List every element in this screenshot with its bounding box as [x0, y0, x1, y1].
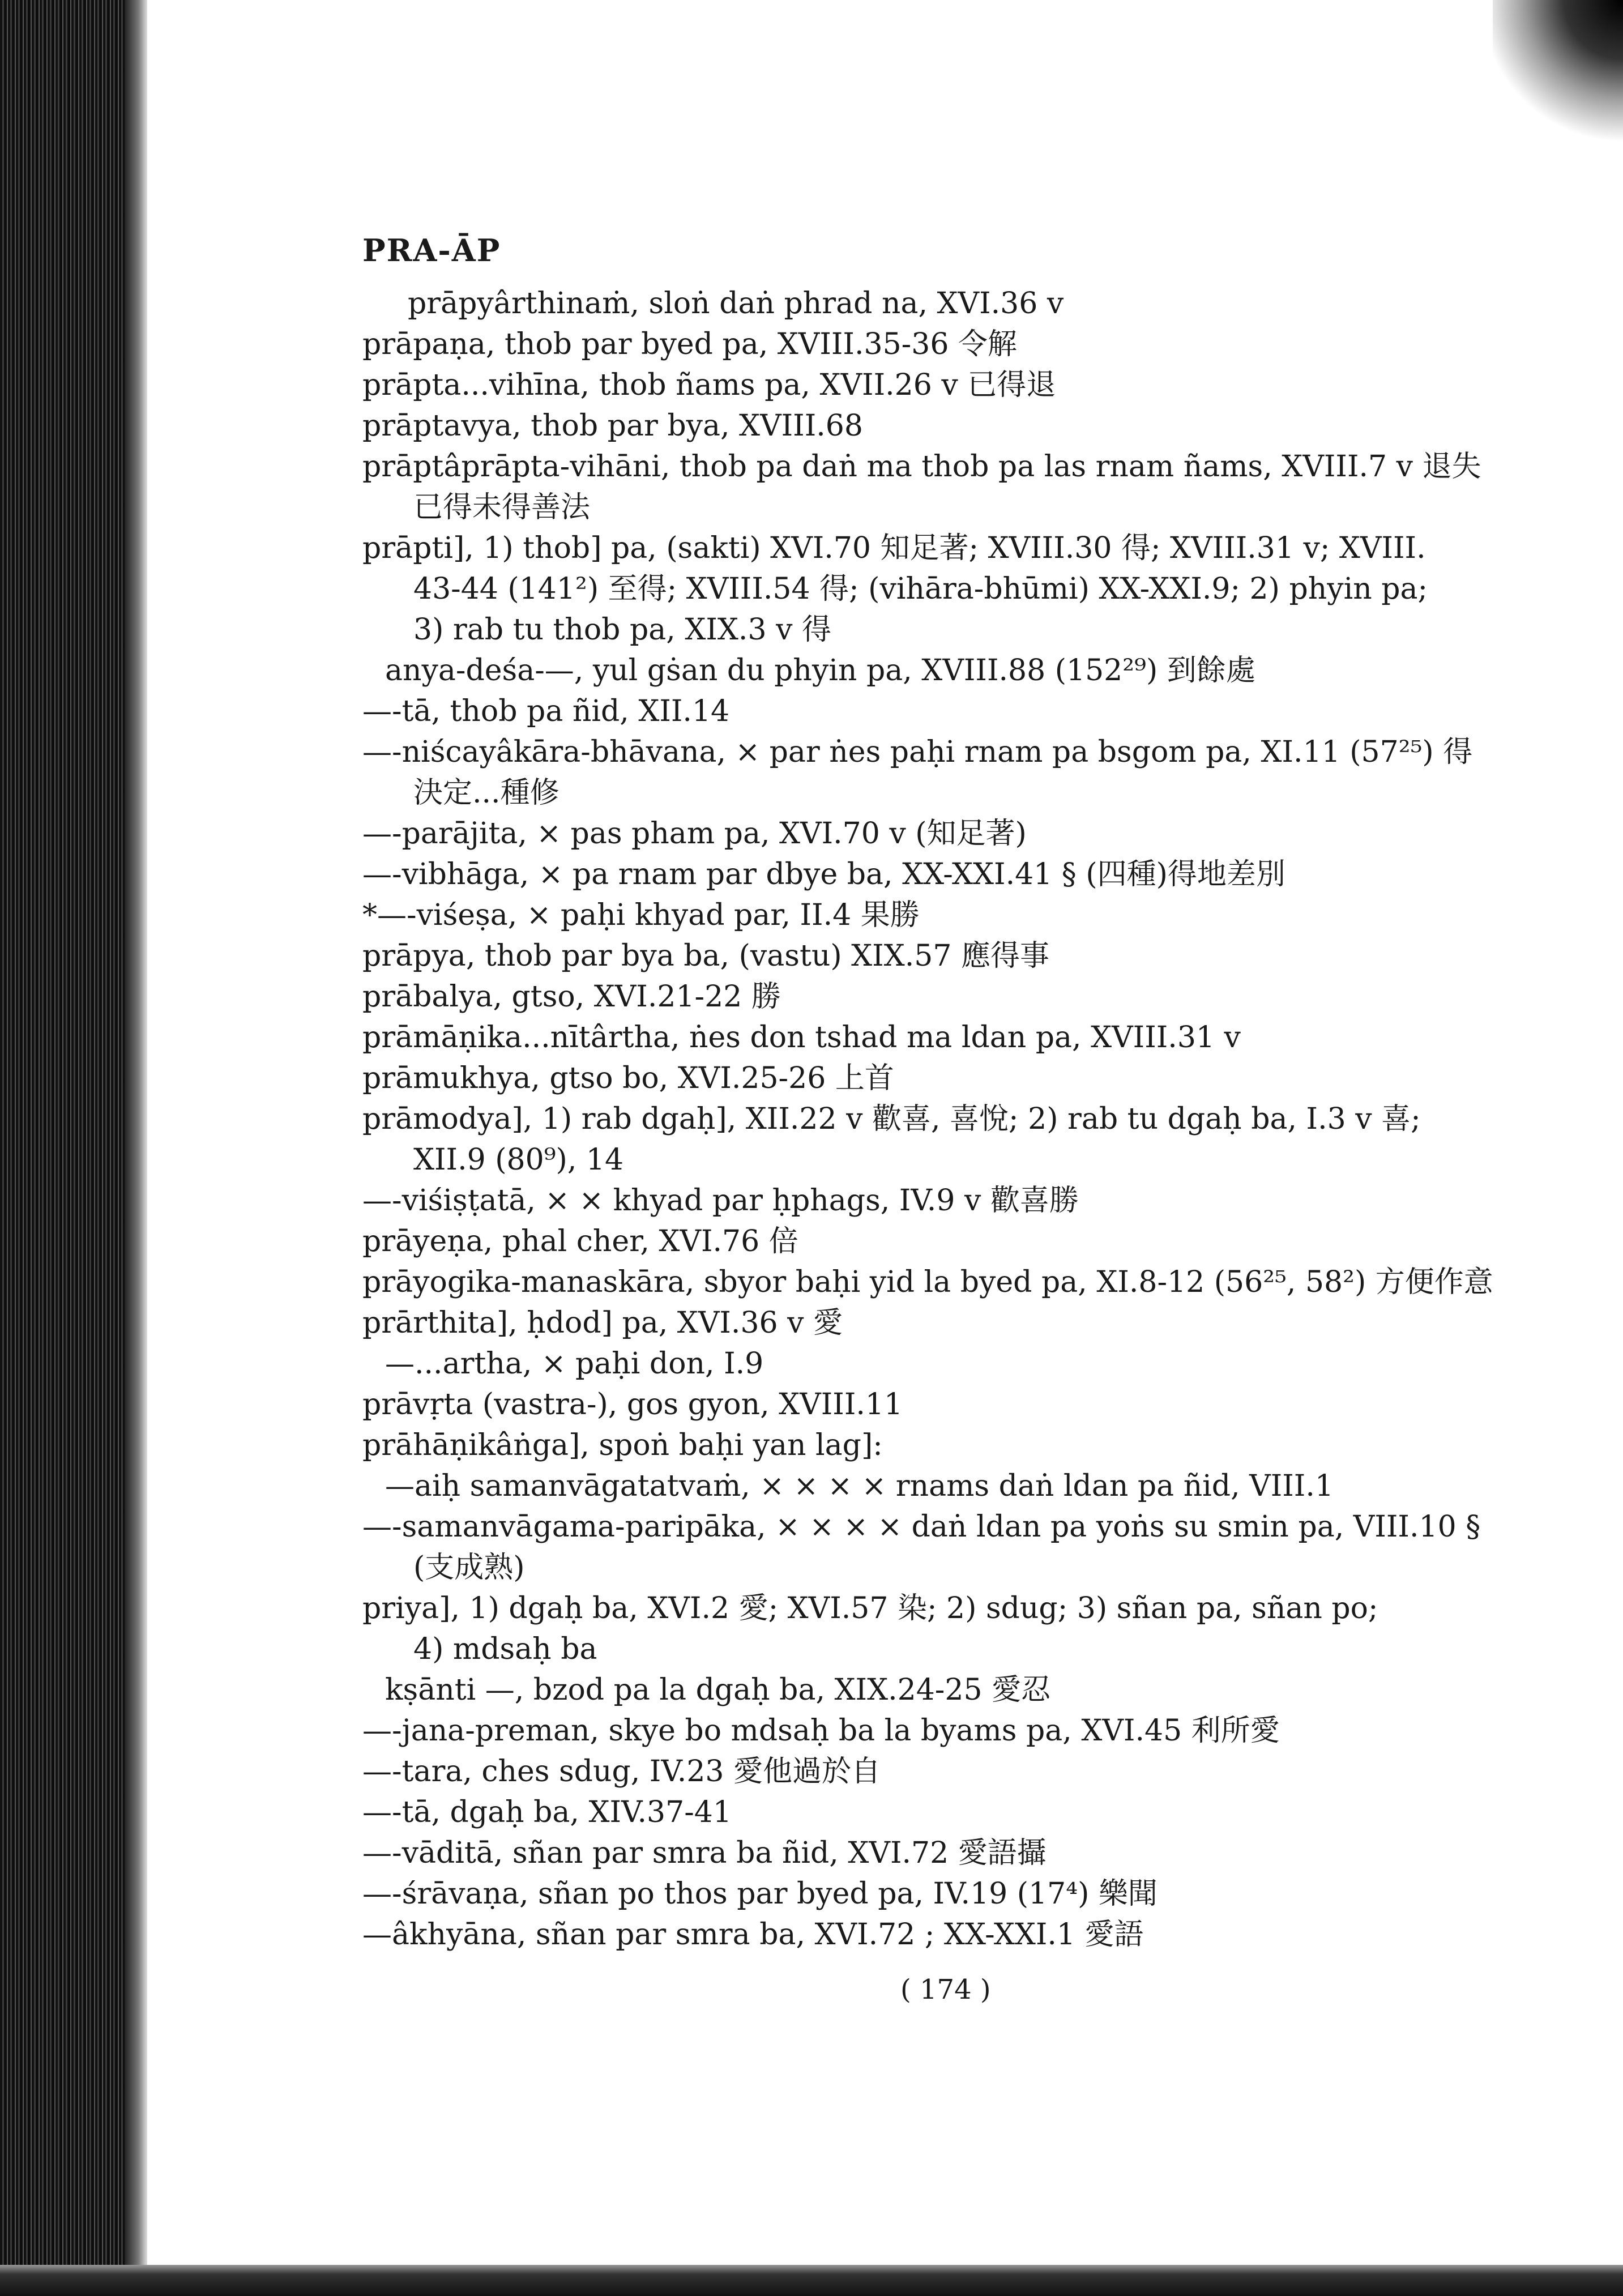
entry-line: —aiḥ samanvāgatatvaṁ, × × × × rnams daṅ ldan pa ñid, VIII.1 [385, 1469, 1334, 1503]
entry-line: 決定...種修 [413, 776, 559, 810]
entry-line: prāpaṇa, thob par byed pa, XVIII.35-36 令解 [362, 327, 1017, 361]
entry-line: prābalya, gtso, XVI.21-22 勝 [362, 980, 781, 1014]
entry-line: 4) mdsaḥ ba [413, 1632, 597, 1666]
entry-line: prāpta...vihīna, thob ñams pa, XVII.26 v 已得退 [362, 368, 1056, 402]
entry-line: kṣānti —, bzod pa la dgaḥ ba, XIX.24-25 愛忍 [385, 1673, 1051, 1707]
entry-line: prārthita], ḥdod] pa, XVI.36 v 愛 [362, 1306, 843, 1340]
entry-line: prāmāṇika...nītârtha, ṅes don tshad ma ldan pa, XVIII.31 v [362, 1021, 1241, 1055]
entry-line: —-jana-preman, skye bo mdsaḥ ba la byams pa, XVI.45 利所愛 [362, 1714, 1280, 1748]
entry-line: prāvṛta (vastra-), gos gyon, XVIII.11 [362, 1388, 903, 1422]
entry-line: prāptâprāpta-vihāni, thob pa daṅ ma thob pa las rnam ñams, XVIII.7 v 退失 [362, 450, 1481, 484]
entry-line: prāpya, thob par bya ba, (vastu) XIX.57 應得事 [362, 939, 1049, 973]
entry-line: (支成熟) [413, 1551, 525, 1585]
entry-line: prāmukhya, gtso bo, XVI.25-26 上首 [362, 1061, 894, 1095]
scan-bottom-edge [0, 2265, 1623, 2296]
page-number: ( 174 ) [900, 1974, 991, 2005]
entry-line: anya-deśa-—, yul gṡan du phyin pa, XVIII.88 (152²⁹) 到餘處 [385, 654, 1255, 688]
entry-line: —-vibhāga, × pa rnam par dbye ba, XX-XXI.41 § (四種)得地差別 [362, 857, 1285, 891]
entry-line: —-śrāvaṇa, sñan po thos par byed pa, IV.19 (17⁴) 樂聞 [362, 1877, 1158, 1911]
entry-line: —-tara, ches sdug, IV.23 愛他過於自 [362, 1755, 881, 1789]
entry-line: prāptavya, thob par bya, XVIII.68 [362, 409, 863, 443]
entry-line: prāmodya], 1) rab dgaḥ], XII.22 v 歡喜, 喜悅; 2) rab tu dgaḥ ba, I.3 v 喜; [362, 1102, 1421, 1136]
entry-line: —-samanvāgama-paripāka, × × × × daṅ ldan pa yoṅs su smin pa, VIII.10 § [362, 1510, 1481, 1544]
page-header: PRA-ĀP [362, 232, 501, 268]
entry-line: —-vāditā, sñan par smra ba ñid, XVI.72 愛語攝 [362, 1836, 1047, 1870]
entry-line: —-niścayâkāra-bhāvana, × par ṅes paḥi rnam pa bsgom pa, XI.11 (57²⁵) 得 [362, 735, 1473, 769]
entry-line: priya], 1) dgaḥ ba, XVI.2 愛; XVI.57 染; 2) sdug; 3) sñan pa, sñan po; [362, 1591, 1378, 1625]
entry-line: —...artha, × paḥi don, I.9 [385, 1347, 764, 1381]
entry-line: —-tā, dgaḥ ba, XIV.37-41 [362, 1795, 732, 1829]
entry-line: —-tā, thob pa ñid, XII.14 [362, 694, 730, 728]
entry-line: prāpyârthinaṁ, sloṅ daṅ phrad na, XVI.36 v [408, 287, 1064, 321]
entry-line: prāpti], 1) thob] pa, (sakti) XVI.70 知足著; XVIII.30 得; XVIII.31 v; XVIII. [362, 531, 1426, 565]
scan-corner-shadow [1493, 0, 1623, 147]
dictionary-entries [362, 283, 1493, 1955]
entry-line: —âkhyāna, sñan par smra ba, XVI.72 ; XX-XXI.1 愛語 [362, 1918, 1144, 1952]
entry-line: —-parājita, × pas pham pa, XVI.70 v (知足著) [362, 817, 1027, 851]
entry-line: prāyogika-manaskāra, sbyor baḥi yid la byed pa, XI.8-12 (56²⁵, 58²) 方便作意 [362, 1265, 1493, 1299]
entry-line: prāhāṇikâṅga], spoṅ baḥi yan lag]: [362, 1428, 883, 1462]
entry-line: —-viśiṣṭatā, × × khyad par ḥphags, IV.9 v 歡喜勝 [362, 1184, 1079, 1218]
entry-line: 43-44 (141²) 至得; XVIII.54 得; (vihāra-bhūmi) XX-XXI.9; 2) phyin pa; [413, 572, 1428, 606]
book-binding-edge [0, 0, 147, 2296]
entry-line: *—-viśeṣa, × paḥi khyad par, II.4 果勝 [362, 898, 920, 932]
entry-line: 已得未得善法 [413, 490, 591, 524]
entry-line: prāyeṇa, phal cher, XVI.76 倍 [362, 1224, 798, 1258]
entry-line: 3) rab tu thob pa, XIX.3 v 得 [413, 613, 831, 647]
entry-line: XII.9 (80⁹), 14 [413, 1143, 624, 1177]
